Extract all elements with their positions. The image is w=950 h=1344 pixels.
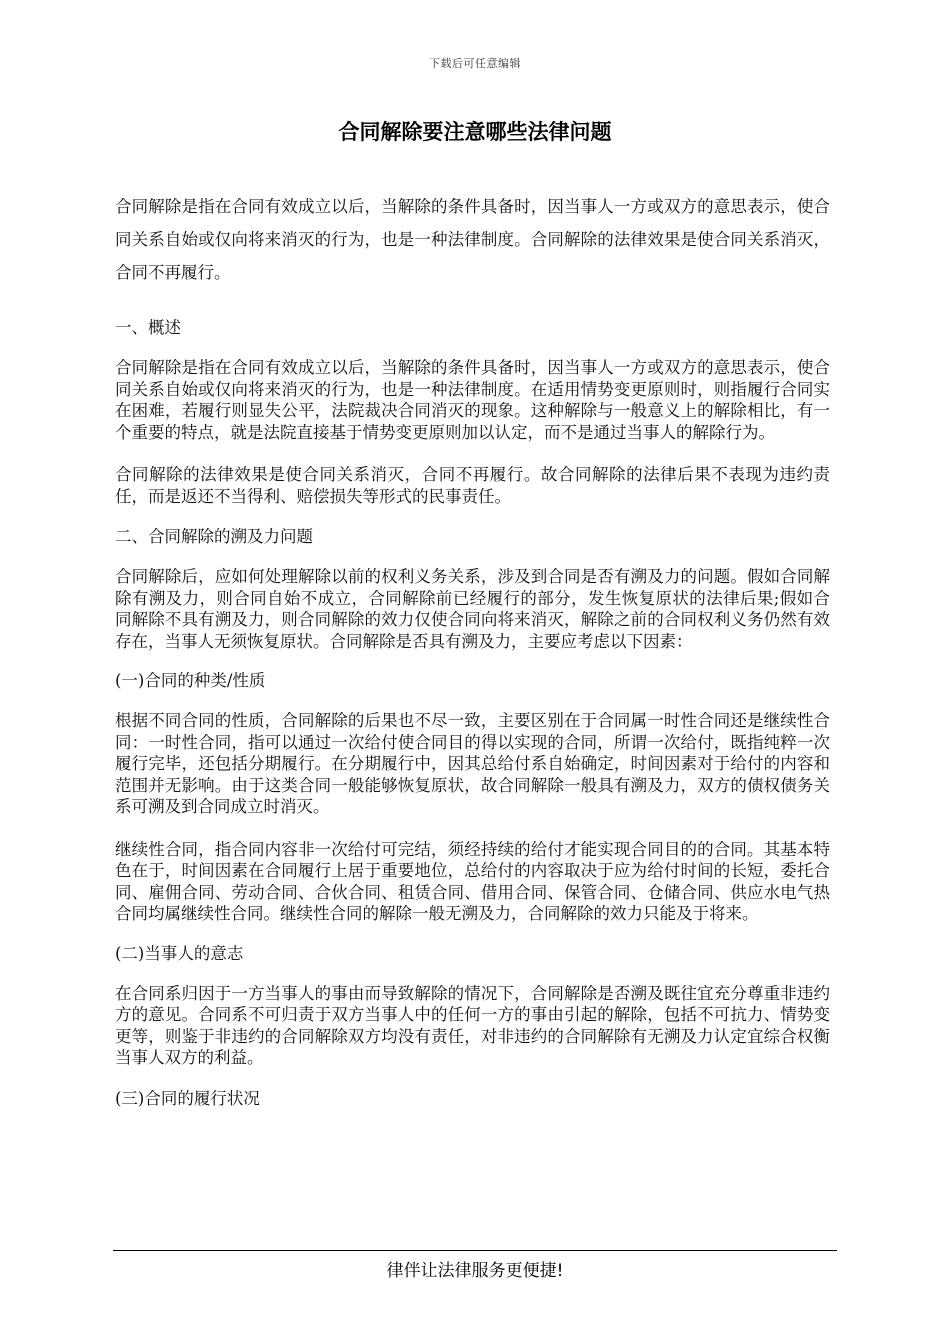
section-heading-retroactivity: 二、合同解除的溯及力问题 bbox=[115, 527, 313, 546]
contract-type-paragraph-1: 根据不同合同的性质，合同解除的后果也不尽一致，主要区别在于合同属一时性合同还是继续性合同：一时性合同，指可以通过一次给付使合同目的得以实现的合同，所谓一次给付，既指纯粹一次履行完毕，还包括分期履行。在分期履行中，因其总给付系自始确定，时间因素对于给付的内容和范围并无影响。由于这类合同一般能够恢复原状，故合同解除一般具有溯及力，双方的债权债务关系可溯及到合同成立时消灭。 bbox=[115, 711, 830, 816]
section-heading-overview: 一、概述 bbox=[115, 318, 181, 337]
retroactivity-paragraph: 合同解除后，应如何处理解除以前的权利义务关系，涉及到合同是否有溯及力的问题。假如合同解除有溯及力，则合同自始不成立，合同解除前已经履行的部分，发生恢复原状的法律后果;假如合同解除不具有溯及力，则合同解除的效力仅使合同向将来消灭，解除之前的合同权利义务仍然有效存在，当事人无须恢复原状。合同解除是否具有溯及力，主要应考虑以下因素： bbox=[115, 567, 830, 651]
page-header-note: 下载后可任意编辑 bbox=[429, 57, 521, 70]
overview-paragraph-2: 合同解除的法律效果是使合同关系消灭，合同不再履行。故合同解除的法律后果不表现为违约责任，而是返还不当得利、赔偿损失等形式的民事责任。 bbox=[115, 465, 830, 506]
footer-divider bbox=[113, 1250, 837, 1251]
subsection-heading-performance-status: (三)合同的履行状况 bbox=[115, 1088, 260, 1108]
intro-paragraph: 合同解除是指在合同有效成立以后，当解除的条件具备时，因当事人一方或双方的意思表示，使合同关系自始或仅向将来消灭的行为，也是一种法律制度。合同解除的法律效果是使合同关系消灭，合同不再履行。 bbox=[115, 197, 830, 282]
footer-slogan: 律伴让法律服务更便捷! bbox=[386, 1261, 564, 1281]
overview-paragraph-1: 合同解除是指在合同有效成立以后，当解除的条件具备时，因当事人一方或双方的意思表示，使合同关系自始或仅向将来消灭的行为，也是一种法律制度。在适用情势变更原则时，则指履行合同实在困难，若履行则显失公平，法院裁决合同消灭的现象。这种解除与一般意义上的解除相比，有一个重要的特点，就是法院直接基于情势变更原则加以认定，而不是通过当事人的解除行为。 bbox=[115, 358, 830, 442]
document-body bbox=[115, 190, 830, 1110]
document-title: 合同解除要注意哪些法律问题 bbox=[338, 120, 612, 144]
subsection-heading-party-will: (二)当事人的意志 bbox=[115, 943, 244, 963]
contract-type-paragraph-2: 继续性合同，指合同内容非一次给付可完结，须经持续的给付才能实现合同目的的合同。其基本特色在于，时间因素在合同履行上居于重要地位，总给付的内容取决于应为给付时间的长短，委托合同、雇佣合同、劳动合同、合伙合同、租赁合同、借用合同、保管合同、仓储合同、供应水电气热合同均属继续性合同。继续性合同的解除一般无溯及力，合同解除的效力只能及于将来。 bbox=[115, 839, 830, 923]
subsection-heading-contract-type: (一)合同的种类/性质 bbox=[115, 671, 266, 690]
party-will-paragraph: 在合同系归因于一方当事人的事由而导致解除的情况下，合同解除是否溯及既往宜充分尊重非违约方的意见。合同系不可归责于双方当事人中的任何一方的事由引起的解除，包括不可抗力、情势变更等，则鉴于非违约的合同解除双方均没有责任，对非违约的合同解除有无溯及力认定宜综合权衡当事人双方的利益。 bbox=[115, 983, 830, 1067]
